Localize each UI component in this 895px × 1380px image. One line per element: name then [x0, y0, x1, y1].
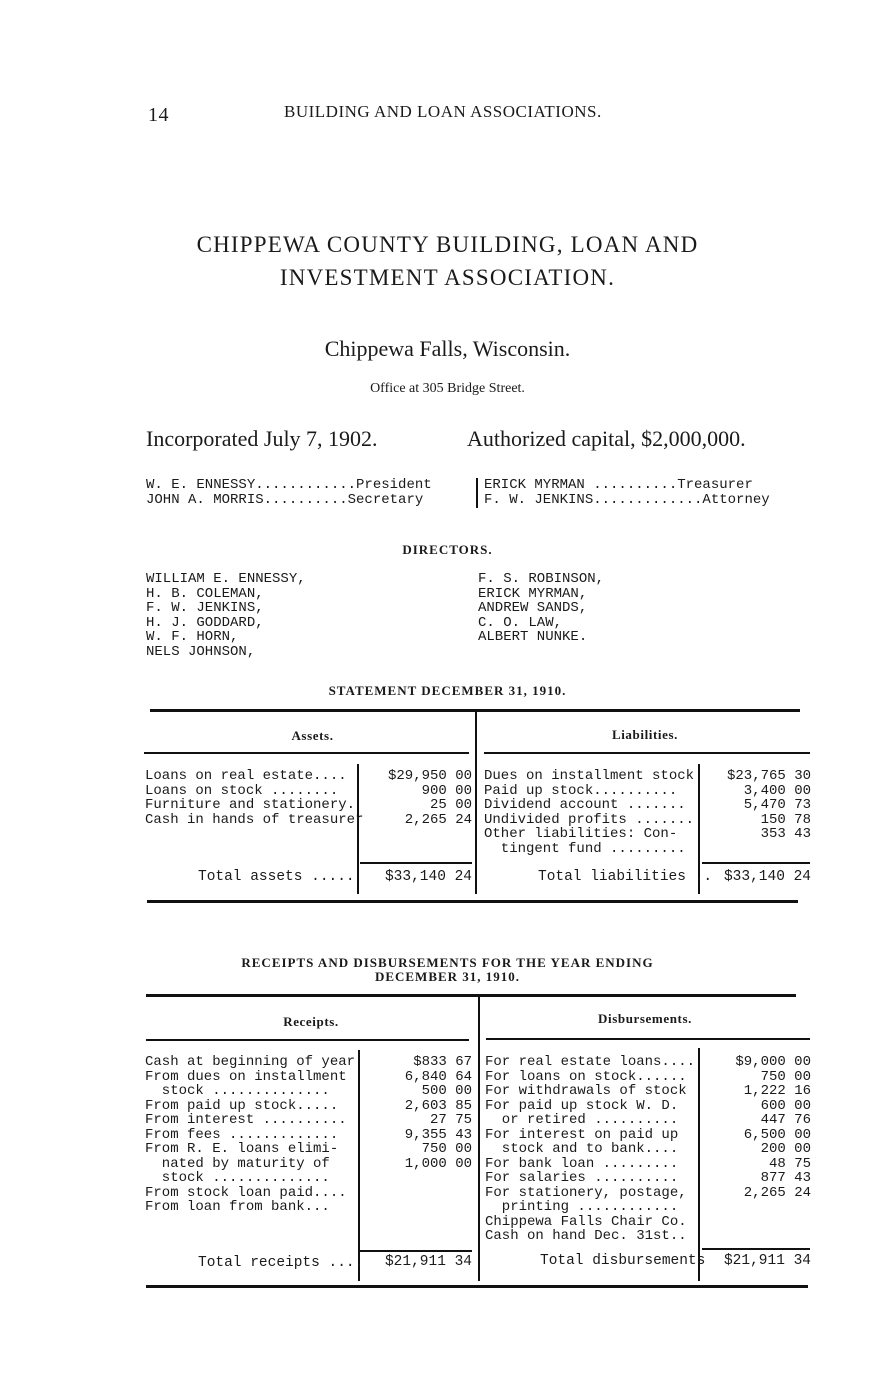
assets-header-rule [144, 752, 469, 754]
total-receipts-value: $21,911 34 [384, 1254, 472, 1270]
receipt-label: From paid up stock..... [145, 1097, 339, 1114]
disbursement-amount: 2,265 24 [743, 1184, 811, 1201]
directors-left [146, 572, 306, 659]
liability-label: Paid up stock.......... [484, 782, 678, 799]
officer-secretary: JOHN A. MORRIS..........Secretary [146, 491, 424, 508]
officers-divider [476, 478, 478, 508]
receipts-header-rule [146, 1039, 469, 1041]
disbursement-amount: 750 00 [760, 1068, 811, 1085]
disbursement-amount: 1,222 16 [743, 1083, 811, 1099]
office-address: Office at 305 Bridge Street. [370, 381, 525, 396]
director-name: F. W. JENKINS, [146, 600, 264, 616]
disbursement-label: For stationery, postage, [485, 1184, 687, 1201]
officer-treasurer: ERICK MYRMAN ..........Treasurer [484, 477, 753, 493]
disbursement-label: printing ............ [485, 1199, 679, 1215]
association-name-line2: INVESTMENT ASSOCIATION. [279, 265, 616, 290]
director-name: W. F. HORN, [146, 629, 239, 645]
receipts-heading-line2: DECEMBER 31, 1910. [374, 969, 521, 984]
liability-label: Other liabilities: Con- [484, 826, 678, 842]
asset-label: Furniture and stationery. [145, 797, 356, 813]
liability-label: tingent fund ......... [484, 840, 686, 857]
receipt-label: From loan from bank... [145, 1199, 330, 1215]
receipts-heading-line1: RECEIPTS AND DISBURSEMENTS FOR THE YEAR ENDING [241, 955, 654, 970]
director-name: ERICK MYRMAN, [478, 585, 588, 602]
disbursements-header: Disbursements. [598, 1011, 692, 1026]
receipt-amount: 500 00 [421, 1083, 472, 1099]
liabilities-amounts [700, 769, 811, 842]
total-disbursements-label: Total disbursements [540, 1253, 706, 1269]
director-name: H. J. GODDARD, [146, 614, 264, 631]
liability-amount: 353 43 [760, 826, 811, 842]
table-rule-bottom [147, 900, 798, 903]
page-number: 14 [148, 104, 169, 126]
table-rule-bottom [146, 1285, 808, 1288]
asset-label: Cash in hands of treasurer [145, 811, 364, 828]
director-name: ANDREW SANDS, [478, 600, 588, 616]
asset-amount: 900 00 [421, 782, 472, 799]
receipt-amount: 9,355 43 [404, 1126, 472, 1143]
liability-amount: 3,400 00 [743, 782, 811, 799]
receipt-label: From dues on installment [145, 1068, 347, 1085]
receipt-label: Cash at beginning of year [145, 1054, 356, 1070]
table-center-divider [478, 996, 480, 1281]
disbursement-amount: 200 00 [760, 1141, 811, 1157]
disbursement-amount: 447 76 [760, 1112, 811, 1128]
location: Chippewa Falls, Wisconsin. [324, 336, 571, 361]
liability-label: Undivided profits ....... [484, 811, 695, 828]
director-name: C. O. LAW, [478, 614, 563, 631]
disbursement-label: For salaries .......... [485, 1170, 679, 1186]
total-liabilities-label: Total liabilities .. [538, 869, 713, 885]
liability-amount: $23,765 30 [726, 768, 811, 784]
receipt-amount: 750 00 [421, 1141, 472, 1157]
disbursement-label: For loans on stock...... [485, 1068, 687, 1085]
director-name: WILLIAM E. ENNESSY, [146, 571, 306, 587]
total-disbursements-value: $21,911 34 [723, 1253, 811, 1269]
disbursement-amount: 48 75 [768, 1155, 811, 1172]
receipt-label: nated by maturity of [145, 1155, 330, 1172]
disbursements-amounts [700, 1055, 811, 1200]
receipts-amounts [360, 1055, 472, 1171]
disbursement-label: stock and to bank.... [485, 1141, 679, 1157]
officer-president: W. E. ENNESSY............President [146, 477, 432, 493]
statement-heading: STATEMENT DECEMBER 31, 1910. [328, 683, 567, 698]
receipt-label: From stock loan paid.... [145, 1184, 347, 1201]
disbursement-label: For bank loan ......... [485, 1155, 679, 1172]
total-assets-label: Total assets ..... [198, 869, 355, 885]
liabilities-labels [484, 769, 694, 856]
liability-label: Dues on installment stock [484, 768, 695, 784]
director-name: F. S. ROBINSON, [478, 571, 605, 587]
officers-left [146, 478, 472, 507]
directors-right [478, 572, 604, 645]
director-name: ALBERT NUNKE. [478, 629, 588, 645]
disbursement-amount: 600 00 [760, 1097, 811, 1114]
total-receipts-label: Total receipts .... [198, 1255, 364, 1271]
disbursements-labels [485, 1055, 695, 1244]
disbursement-label: For real estate loans.... [485, 1054, 696, 1070]
disbursement-label: Chippewa Falls Chair Co. [485, 1213, 687, 1230]
asset-label: Loans on stock ........ [145, 782, 339, 799]
disbursement-label: or retired .......... [485, 1112, 679, 1128]
receipt-label: stock .............. [145, 1170, 330, 1186]
disbursement-label: For withdrawals of stock [485, 1083, 687, 1099]
receipt-label: From R. E. loans elimi- [145, 1141, 339, 1157]
director-name: NELS JOHNSON, [146, 643, 256, 660]
receipts-header: Receipts. [283, 1014, 339, 1029]
disbursement-label: For paid up stock W. D. [485, 1097, 679, 1114]
officers-right [484, 478, 770, 507]
receipt-label: From fees ............. [145, 1126, 339, 1143]
asset-amount: $29,950 00 [387, 768, 472, 784]
receipt-amount: 2,603 85 [404, 1097, 472, 1114]
liability-amount: 150 78 [760, 811, 811, 828]
authorized-capital: Authorized capital, $2,000,000. [467, 426, 746, 451]
liability-amount: 5,470 73 [743, 797, 811, 813]
receipt-label: From interest .......... [145, 1112, 347, 1128]
disbursement-label: Cash on hand Dec. 31st.. [485, 1228, 687, 1244]
asset-amount: 2,265 24 [404, 811, 472, 828]
receipt-label: stock .............. [145, 1083, 330, 1099]
receipts-total-rule [360, 1250, 472, 1252]
disbursements-total-rule [702, 1248, 810, 1250]
disbursement-label: For interest on paid up [485, 1126, 679, 1143]
receipts-labels [145, 1055, 355, 1215]
association-name-line1: CHIPPEWA COUNTY BUILDING, LOAN AND [196, 232, 699, 257]
asset-label: Loans on real estate.... [145, 768, 347, 784]
liabilities-header: Liabilities. [611, 727, 679, 742]
liabilities-total-rule [702, 862, 810, 864]
officer-attorney: F. W. JENKINS.............Attorney [484, 491, 770, 508]
assets-amounts [360, 769, 472, 827]
receipt-amount: 27 75 [429, 1112, 472, 1128]
receipt-amount: 1,000 00 [404, 1155, 472, 1172]
table-rule-top [146, 994, 796, 997]
assets-total-rule [360, 862, 472, 864]
incorporated-date: Incorporated July 7, 1902. [146, 426, 378, 451]
disbursement-amount: 6,500 00 [743, 1126, 811, 1143]
directors-heading: DIRECTORS. [402, 542, 493, 557]
assets-labels [145, 769, 363, 827]
receipt-amount: $833 67 [413, 1054, 472, 1070]
disbursements-header-rule [486, 1038, 810, 1040]
total-assets-value: $33,140 24 [384, 869, 472, 885]
table-center-divider [475, 711, 477, 894]
disbursement-amount: $9,000 00 [735, 1054, 811, 1070]
running-head-title: BUILDING AND LOAN ASSOCIATIONS. [284, 102, 602, 121]
receipt-amount: 6,840 64 [404, 1068, 472, 1085]
asset-amount: 25 00 [429, 797, 472, 813]
assets-header: Assets. [291, 728, 334, 743]
disbursement-amount: 877 43 [760, 1170, 811, 1186]
liability-label: Dividend account ....... [484, 797, 686, 813]
liabilities-header-rule [484, 752, 810, 754]
total-liabilities-value: $33,140 24 [723, 869, 811, 885]
director-name: H. B. COLEMAN, [146, 585, 264, 602]
